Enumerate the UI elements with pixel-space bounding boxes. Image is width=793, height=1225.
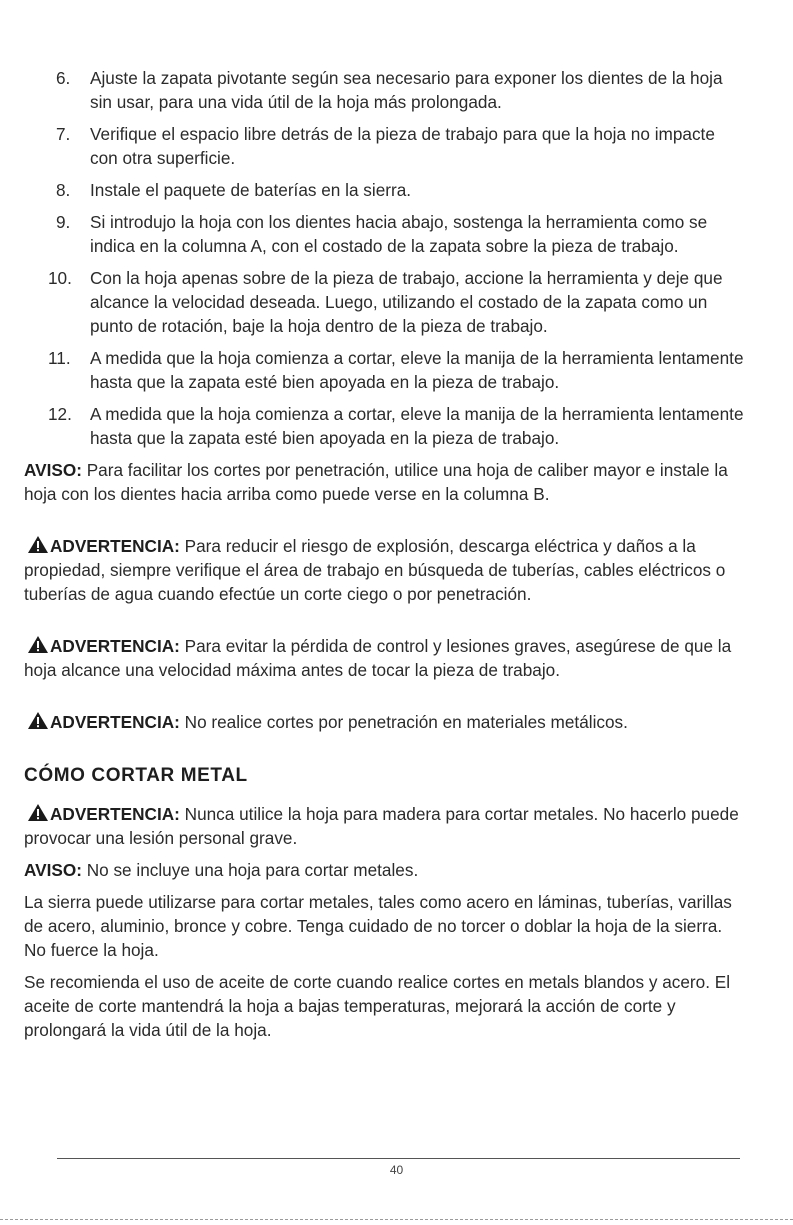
step-text: Instale el paquete de baterías en la sierra. (90, 180, 412, 200)
notice-label: AVISO: (24, 860, 82, 880)
paragraph-metals: La sierra puede utilizarse para cortar metales, tales como acero en láminas, tuberías, varillas de acero, aluminio, bronce y cobre. Tenga cuidado de no torcer o doblar la hoja de la sierra. No fuerce la hoja. (24, 892, 732, 960)
warning-label: ADVERTENCIA: (50, 712, 180, 732)
step-number: 12. (48, 404, 72, 424)
scan-edge-divider (0, 1219, 793, 1220)
paragraph-cutting-oil: Se recomienda el uso de aceite de corte cuando realice cortes en metals blandos y acero. El aceite de corte mantendrá la hoja a bajas temperaturas, mejorará la acción de corte y prolongará la vida útil de la hoja. (24, 972, 731, 1040)
warning-triangle-icon (27, 635, 49, 654)
warning-label: ADVERTENCIA: (50, 536, 180, 556)
notice-plunge-cut (24, 458, 746, 506)
step-number: 8. (56, 180, 71, 200)
notice-label: AVISO: (24, 460, 82, 480)
warning-label: ADVERTENCIA: (50, 804, 180, 824)
warning-wood-blade (24, 802, 746, 850)
step-text: Ajuste la zapata pivotante según sea necesario para exponer los dientes de la hoja sin usar, para una vida útil de la hoja más prolongada. (90, 68, 723, 112)
step-number: 6. (56, 68, 71, 88)
page-content (24, 66, 746, 1050)
warning-text: Nunca utilice la hoja para madera para cortar metales. No hacerlo puede provocar una lesión personal grave. (24, 804, 739, 848)
warning-triangle-icon (27, 535, 49, 554)
warning-triangle-icon (27, 711, 49, 730)
step-text: Si introdujo la hoja con los dientes hacia abajo, sostenga la herramienta como se indica en la columna A, con el costado de la zapata sobre la pieza de trabajo. (90, 212, 708, 256)
warning-no-metal-plunge (24, 710, 746, 734)
step-number: 11. (48, 348, 71, 368)
step-text: Verifique el espacio libre detrás de la pieza de trabajo para que la hoja no impacte con otra superficie. (90, 124, 715, 168)
footer-divider (57, 1158, 740, 1159)
step-item (24, 178, 746, 202)
step-item (24, 402, 746, 450)
warning-text: Para evitar la pérdida de control y lesiones graves, asegúrese de que la hoja alcance una velocidad máxima antes de tocar la pieza de trabajo. (24, 636, 732, 680)
page-number: 40 (389, 1163, 404, 1177)
step-item (24, 210, 746, 258)
section-title: CÓMO CORTAR METAL (24, 765, 248, 786)
step-number: 9. (56, 212, 71, 232)
step-number: 10. (48, 268, 72, 288)
warning-triangle-icon (27, 803, 49, 822)
step-text: A medida que la hoja comienza a cortar, eleve la manija de la herramienta lentamente hasta que la zapata esté bien apoyada en la pieza de trabajo. (90, 348, 744, 392)
warning-explosion (24, 534, 746, 606)
step-number: 7. (56, 124, 71, 144)
warning-text: No realice cortes por penetración en materiales metálicos. (179, 712, 628, 732)
notice-no-metal-blade (24, 858, 746, 882)
step-item (24, 346, 746, 394)
step-text: A medida que la hoja comienza a cortar, eleve la manija de la herramienta lentamente hasta que la zapata esté bien apoyada en la pieza de trabajo. (90, 404, 744, 448)
step-text: Con la hoja apenas sobre de la pieza de trabajo, accione la herramienta y deje que alcance la velocidad deseada. Luego, utilizando el costado de la zapata como un punto de rotación, baje la hoja dentro de la pieza de trabajo. (90, 268, 723, 336)
notice-text: No se incluye una hoja para cortar metales. (81, 860, 419, 880)
warning-loss-of-control (24, 634, 746, 682)
notice-text: Para facilitar los cortes por penetración, utilice una hoja de caliber mayor e instale la hoja con los dientes hacia arriba como puede verse en la columna B. (24, 460, 728, 504)
warning-text: Para reducir el riesgo de explosión, descarga eléctrica y daños a la propiedad, siempre verifique el área de trabajo en búsqueda de tuberías, cables eléctricos o tuberías de agua cuando efectúe un corte ciego o por penetración. (24, 536, 726, 604)
step-item (24, 122, 746, 170)
step-item (24, 66, 746, 114)
step-item (24, 266, 746, 338)
warning-label: ADVERTENCIA: (50, 636, 180, 656)
instruction-steps (24, 66, 746, 450)
